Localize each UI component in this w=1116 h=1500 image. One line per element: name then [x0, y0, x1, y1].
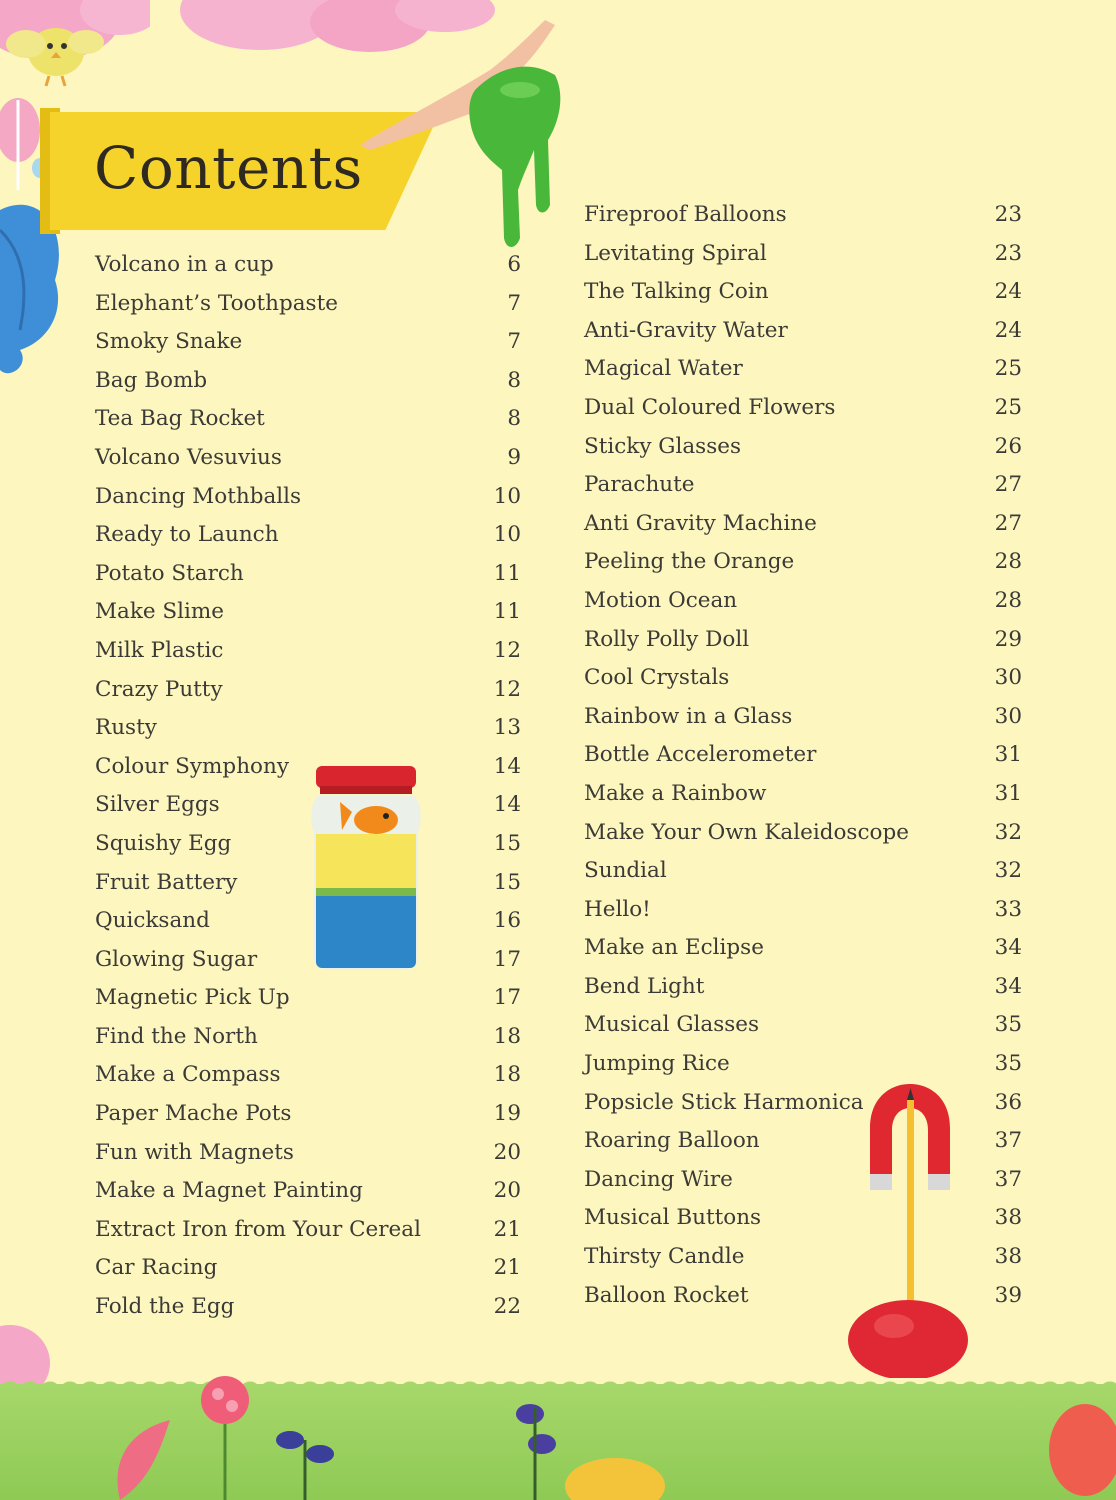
toc-entry-title: Peeling the Orange — [584, 549, 795, 575]
toc-entry[interactable] — [95, 671, 525, 710]
toc-entry[interactable] — [584, 891, 1024, 930]
toc-entry[interactable] — [584, 621, 1024, 660]
toc-entry[interactable] — [95, 1249, 525, 1288]
toc-entry[interactable] — [95, 709, 525, 748]
toc-entry-title: Thirsty Candle — [584, 1244, 745, 1270]
toc-entry[interactable] — [584, 1277, 1024, 1316]
toc-entry-title: Milk Plastic — [95, 637, 224, 663]
toc-entry[interactable] — [95, 1056, 525, 1095]
toc-entry-title: Musical Glasses — [584, 1012, 760, 1038]
toc-entry-title: Roaring Balloon — [584, 1128, 760, 1154]
toc-entry-title: Dual Coloured Flowers — [584, 394, 836, 420]
toc-entry[interactable] — [584, 350, 1024, 389]
toc-entry-title: Make Your Own Kaleidoscope — [584, 819, 909, 845]
toc-entry[interactable] — [584, 1122, 1024, 1161]
toc-entry-title: Volcano in a cup — [95, 252, 274, 277]
toc-entry-title: Make a Rainbow — [584, 780, 767, 806]
toc-entry[interactable] — [95, 1018, 525, 1057]
toc-entry-page: 11 — [493, 560, 521, 586]
toc-entry-title: Elephant’s Toothpaste — [95, 290, 338, 316]
toc-entry[interactable] — [584, 389, 1024, 428]
toc-entry-page: 39 — [994, 1282, 1022, 1308]
toc-entry-title: Musical Buttons — [584, 1205, 762, 1231]
toc-entry-page: 10 — [493, 522, 521, 548]
toc-entry[interactable] — [95, 516, 525, 555]
toc-entry-title: Squishy Egg — [95, 830, 232, 856]
toc-entry-page: 26 — [994, 433, 1022, 459]
toc-entry[interactable] — [95, 1288, 525, 1327]
toc-entry-title: Paper Mache Pots — [95, 1101, 292, 1127]
toc-entry-page: 21 — [493, 1216, 521, 1242]
toc-entry-title: Dancing Wire — [584, 1166, 733, 1192]
toc-entry-page: 15 — [493, 830, 521, 856]
toc-entry-page: 8 — [507, 406, 521, 432]
toc-entry-title: Silver Eggs — [95, 792, 220, 818]
toc-entry[interactable] — [584, 1006, 1024, 1045]
toc-entry-title: Smoky Snake — [95, 329, 243, 355]
toc-entry-title: Make a Magnet Painting — [95, 1178, 363, 1204]
toc-entry-page: 7 — [507, 290, 521, 316]
toc-entry-page: 28 — [994, 587, 1022, 613]
toc-entry-page: 12 — [493, 637, 521, 663]
toc-entry[interactable] — [95, 632, 525, 671]
toc-entry[interactable] — [95, 748, 525, 787]
toc-entry-page: 32 — [994, 858, 1022, 884]
toc-entry[interactable] — [95, 593, 525, 632]
toc-entry-title: Glowing Sugar — [95, 946, 258, 972]
toc-entry[interactable] — [95, 285, 525, 324]
toc-entry-title: Volcano Vesuvius — [95, 444, 282, 470]
toc-entry-page: 21 — [493, 1255, 521, 1281]
toc-entry-title: Make Slime — [95, 599, 225, 625]
hand-slime-illustration — [360, 0, 590, 250]
toc-entry-page: 7 — [507, 329, 521, 355]
toc-entry[interactable] — [584, 775, 1024, 814]
toc-entry-title: Sticky Glasses — [584, 433, 741, 459]
toc-entry-page: 36 — [994, 1089, 1022, 1115]
toc-entry-title: Balloon Rocket — [584, 1282, 749, 1308]
toc-entry-title: Cool Crystals — [584, 665, 730, 691]
toc-entry-page: 13 — [493, 715, 521, 741]
toc-entry-title: Magnetic Pick Up — [95, 985, 290, 1011]
toc-entry-page: 25 — [994, 356, 1022, 382]
toc-entry-title: Sundial — [584, 858, 667, 884]
toc-entry-page: 38 — [994, 1244, 1022, 1270]
toc-entry[interactable] — [95, 1172, 525, 1211]
toc-entry[interactable] — [584, 968, 1024, 1007]
toc-entry-title: Fun with Magnets — [95, 1139, 294, 1165]
toc-entry[interactable] — [584, 543, 1024, 582]
toc-entry[interactable] — [584, 1045, 1024, 1084]
toc-entry-page: 28 — [994, 549, 1022, 575]
toc-entry-title: Make an Eclipse — [584, 935, 764, 961]
page-title: Contents — [94, 134, 363, 202]
toc-entry-title: Anti Gravity Machine — [584, 510, 817, 536]
toc-entry-title: Fireproof Balloons — [584, 202, 787, 227]
toc-entry-page: 38 — [994, 1205, 1022, 1231]
toc-entry[interactable] — [95, 825, 525, 864]
toc-entry[interactable] — [95, 1095, 525, 1134]
toc-entry[interactable] — [95, 1211, 525, 1250]
toc-entry-page: 17 — [493, 985, 521, 1011]
toc-entry[interactable] — [584, 582, 1024, 621]
toc-entry-title: Bend Light — [584, 973, 705, 999]
toc-entry[interactable] — [584, 273, 1024, 312]
toc-entry[interactable] — [584, 736, 1024, 775]
toc-entry-page: 25 — [994, 394, 1022, 420]
toc-entry-title: Bottle Accelerometer — [584, 742, 817, 768]
toc-entry-page: 18 — [493, 1023, 521, 1049]
toc-entry[interactable] — [584, 1161, 1024, 1200]
flower-icon — [110, 1410, 190, 1500]
toc-entry[interactable] — [584, 814, 1024, 853]
toc-right-column — [584, 196, 1024, 1315]
toc-entry-page: 8 — [507, 367, 521, 393]
toc-entry-page: 9 — [507, 444, 521, 470]
flower-icon — [560, 1446, 670, 1500]
toc-entry[interactable] — [584, 196, 1024, 235]
toc-entry[interactable] — [584, 1238, 1024, 1277]
toc-entry[interactable] — [95, 246, 525, 285]
toc-entry-page: 33 — [994, 896, 1022, 922]
toc-entry-page: 31 — [994, 742, 1022, 768]
toc-entry-title: Motion Ocean — [584, 587, 738, 613]
toc-entry[interactable] — [584, 235, 1024, 274]
toc-entry-page: 15 — [493, 869, 521, 895]
toc-entry-title: Rusty — [95, 715, 157, 741]
toc-entry-title: Potato Starch — [95, 560, 244, 586]
toc-entry-title: Find the North — [95, 1023, 258, 1049]
toc-left-column — [95, 246, 525, 1327]
toc-entry[interactable] — [584, 505, 1024, 544]
toc-entry-page: 12 — [493, 676, 521, 702]
toc-entry[interactable] — [95, 941, 525, 980]
toc-entry-title: Bag Bomb — [95, 367, 208, 393]
toc-entry-title: Levitating Spiral — [584, 240, 767, 266]
toc-entry[interactable] — [584, 466, 1024, 505]
toc-entry-title: Fold the Egg — [95, 1294, 235, 1320]
toc-entry[interactable] — [95, 864, 525, 903]
toc-entry-title: Jumping Rice — [584, 1051, 730, 1077]
toc-entry-page: 19 — [493, 1101, 521, 1127]
toc-entry[interactable] — [95, 323, 525, 362]
toc-entry-page: 32 — [994, 819, 1022, 845]
toc-entry[interactable] — [584, 312, 1024, 351]
toc-entry-page: 22 — [493, 1294, 521, 1320]
toc-entry-title: Rainbow in a Glass — [584, 703, 793, 729]
toc-entry-page: 6 — [507, 252, 521, 277]
toc-entry-title: Fruit Battery — [95, 869, 238, 895]
toc-entry[interactable] — [584, 428, 1024, 467]
toc-entry[interactable] — [584, 698, 1024, 737]
toc-entry-title: Magical Water — [584, 356, 743, 382]
toc-entry-page: 34 — [994, 935, 1022, 961]
toc-entry-page: 18 — [493, 1062, 521, 1088]
toc-entry-page: 14 — [493, 753, 521, 779]
bird-icon — [4, 8, 104, 88]
toc-entry-page: 20 — [493, 1139, 521, 1165]
toc-entry[interactable] — [95, 979, 525, 1018]
toc-entry[interactable] — [95, 902, 525, 941]
toc-entry-title: Dancing Mothballs — [95, 483, 302, 509]
toc-entry[interactable] — [584, 659, 1024, 698]
toc-entry[interactable] — [95, 478, 525, 517]
toc-entry-page: 37 — [994, 1166, 1022, 1192]
toc-entry-title: Parachute — [584, 472, 695, 498]
toc-entry[interactable] — [95, 439, 525, 478]
toc-entry-title: Car Racing — [95, 1255, 218, 1281]
toc-entry-page: 14 — [493, 792, 521, 818]
toc-entry[interactable] — [95, 555, 525, 594]
toc-entry-title: Crazy Putty — [95, 676, 223, 702]
toc-entry-page: 11 — [493, 599, 521, 625]
toc-entry-title: Colour Symphony — [95, 753, 289, 779]
flower-icon — [1030, 1400, 1116, 1500]
toc-entry-page: 24 — [994, 279, 1022, 305]
toc-entry[interactable] — [95, 1134, 525, 1173]
toc-entry-title: Extract Iron from Your Cereal — [95, 1216, 421, 1242]
toc-entry-page: 23 — [994, 240, 1022, 266]
toc-entry-page: 20 — [493, 1178, 521, 1204]
toc-entry[interactable] — [95, 400, 525, 439]
toc-entry[interactable] — [95, 362, 525, 401]
toc-entry-title: The Talking Coin — [584, 279, 769, 305]
toc-entry-page: 30 — [994, 665, 1022, 691]
toc-entry-page: 17 — [493, 946, 521, 972]
toc-entry-page: 27 — [994, 472, 1022, 498]
toc-entry-title: Rolly Polly Doll — [584, 626, 750, 652]
toc-entry-title: Popsicle Stick Harmonica — [584, 1089, 864, 1115]
toc-entry-page: 30 — [994, 703, 1022, 729]
toc-entry-page: 34 — [994, 973, 1022, 999]
toc-entry-title: Quicksand — [95, 908, 210, 934]
toc-entry-page: 24 — [994, 317, 1022, 343]
toc-entry-page: 29 — [994, 626, 1022, 652]
toc-entry-title: Hello! — [584, 896, 651, 922]
toc-entry-title: Ready to Launch — [95, 522, 279, 548]
toc-entry-page: 31 — [994, 780, 1022, 806]
toc-entry-page: 37 — [994, 1128, 1022, 1154]
toc-entry-page: 35 — [994, 1051, 1022, 1077]
toc-entry[interactable] — [584, 929, 1024, 968]
toc-entry-title: Tea Bag Rocket — [95, 406, 265, 432]
toc-entry-page: 23 — [994, 202, 1022, 227]
toc-entry[interactable] — [95, 786, 525, 825]
toc-entry-page: 10 — [493, 483, 521, 509]
toc-entry-page: 27 — [994, 510, 1022, 536]
toc-entry-title: Anti-Gravity Water — [584, 317, 788, 343]
toc-entry-page: 35 — [994, 1012, 1022, 1038]
toc-entry[interactable] — [584, 852, 1024, 891]
toc-entry[interactable] — [584, 1199, 1024, 1238]
flower-icon — [180, 1370, 270, 1500]
toc-entry[interactable] — [584, 1084, 1024, 1123]
flower-icon — [270, 1420, 350, 1500]
toc-entry-page: 16 — [493, 908, 521, 934]
toc-entry-title: Make a Compass — [95, 1062, 281, 1088]
